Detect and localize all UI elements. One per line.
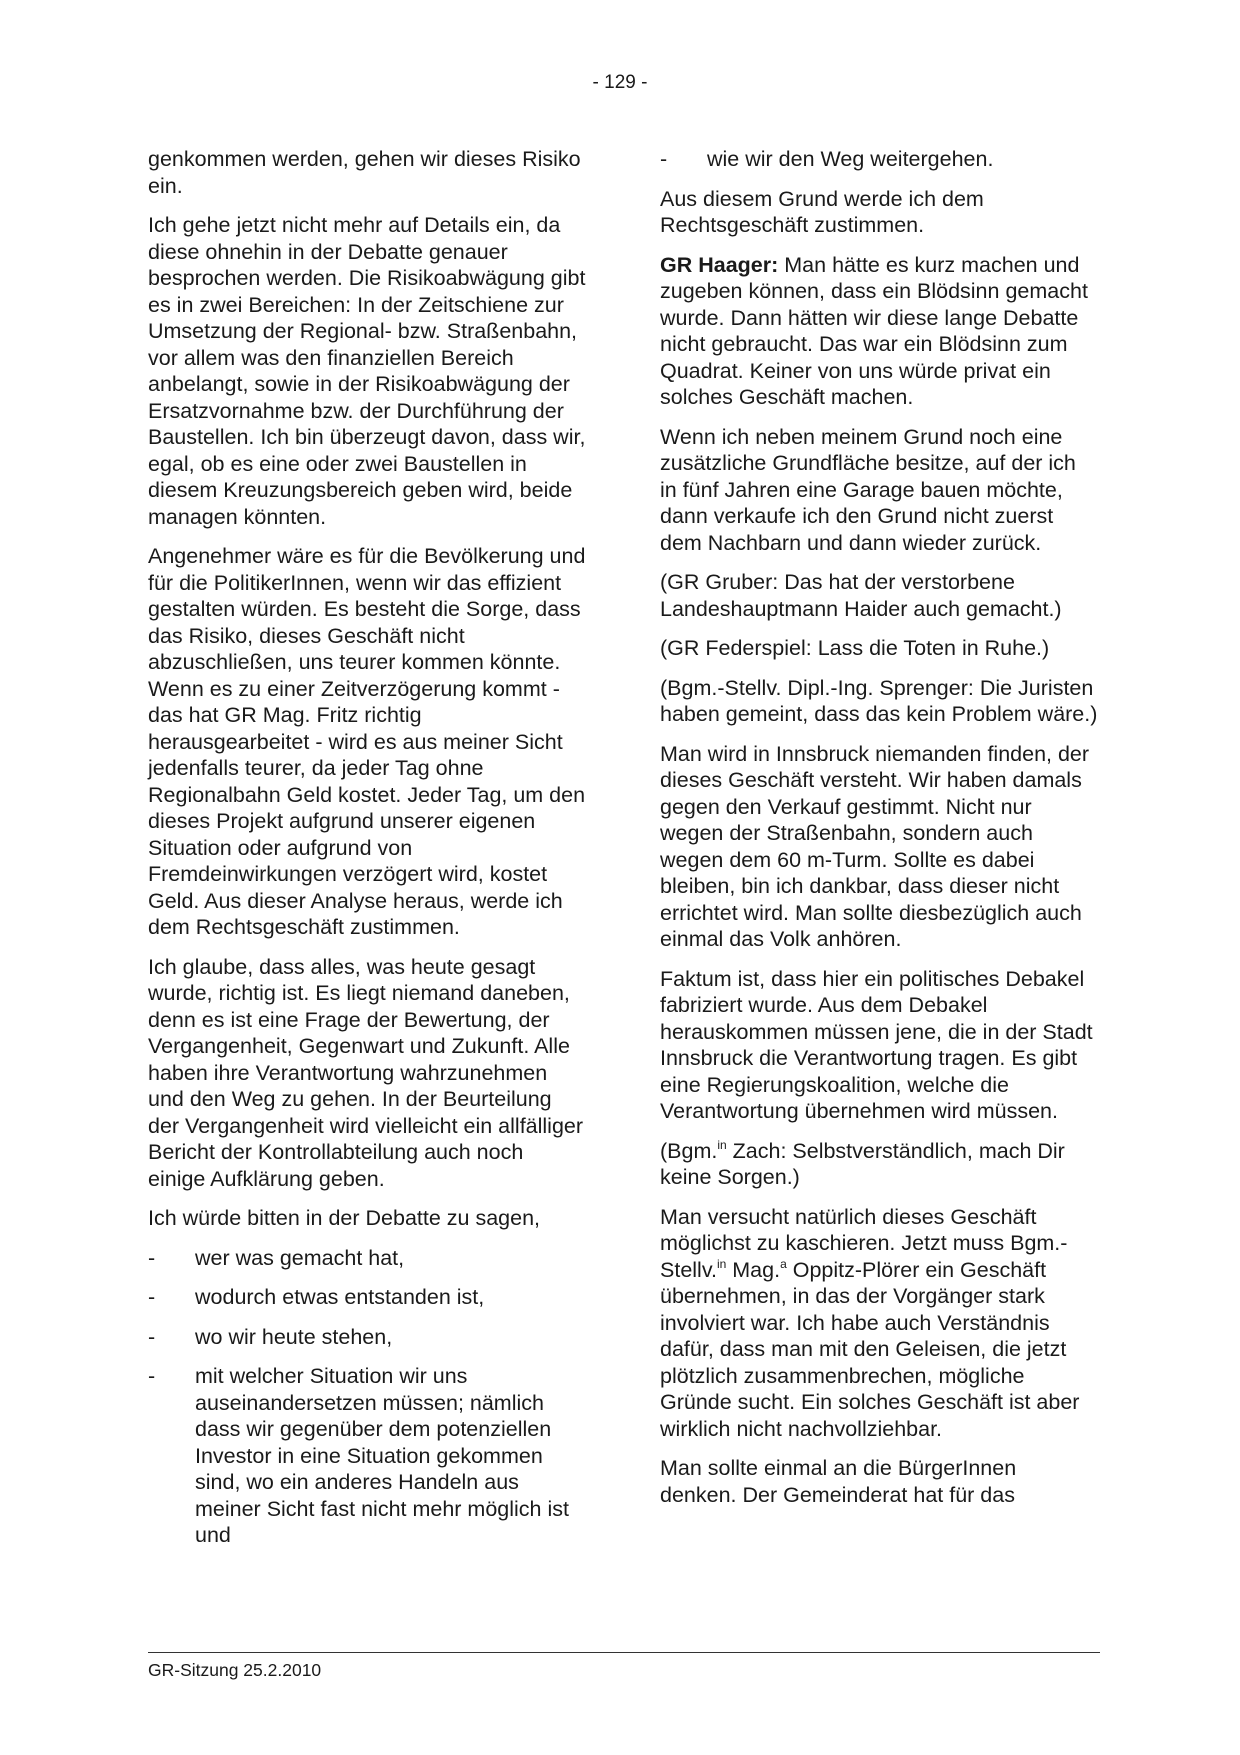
interjection: (GR Federspiel: Lass die Toten in Ruhe.) bbox=[660, 636, 1050, 660]
list-dash: - bbox=[148, 1285, 156, 1309]
speaker-name: GR Haager: bbox=[660, 252, 779, 277]
paragraph: Ich würde bitten in der Debatte zu sagen, bbox=[148, 1206, 541, 1230]
list-item bbox=[148, 1245, 586, 1272]
paragraph: genkommen werden, gehen wir dieses Risiko ein. bbox=[148, 147, 581, 198]
superscript: a bbox=[780, 1256, 787, 1271]
list-item-text: wer was gemacht hat, bbox=[195, 1245, 405, 1270]
paragraph-text: Oppitz-Plörer ein Geschäft übernehmen, in das der Vorgänger stark involviert war. Ich habe auch Verständnis dafür, dass man mit den Geleisen, die jetzt plötzlich zusammenbrechen, mögliche Gründe sucht. Ein solches Geschäft ist aber wirklich nicht nachvollziehbar. bbox=[660, 1257, 1080, 1441]
paragraph bbox=[660, 1204, 1098, 1443]
paragraph: Man sollte einmal an die BürgerInnen denken. Der Gemeinderat hat für das bbox=[660, 1456, 1017, 1507]
right-column bbox=[660, 146, 1098, 1521]
footer: GR-Sitzung 25.2.2010 bbox=[148, 1660, 322, 1680]
list-dash: - bbox=[148, 1364, 156, 1388]
paragraph: Ich gehe jetzt nicht mehr auf Details ein, da diese ohnehin in der Debatte genauer besprochen werden. Die Risikoabwägung gibt es in zwei Bereichen: In der Zeitschiene zur Umsetzung der Regional- bzw. Straßenbahn, vor allem was den finanziellen Bereich anbelangt, sowie in der Risikoabwägung der Ersatzvornahme bzw. der Durchführung der Baustellen. Ich bin überzeugt davon, dass wir, egal, ob es eine oder zwei Baustellen in diesem Kreuzungsbereich geben wird, beide managen könnten. bbox=[148, 213, 586, 529]
list-item bbox=[660, 146, 1098, 173]
speaker-paragraph bbox=[660, 252, 1098, 411]
interjection: (Bgm.-Stellv. Dipl.-Ing. Sprenger: Die Juristen haben gemeint, dass das kein Problem wäre.) bbox=[660, 675, 1098, 726]
list-item-text: wo wir heute stehen, bbox=[195, 1324, 393, 1349]
paragraph: Angenehmer wäre es für die Bevölkerung und für die PolitikerInnen, wenn wir das effizient gestalten würden. Es besteht die Sorge, dass das Risiko, dieses Geschäft nicht abzuschließen, uns teurer kommen könnte. Wenn es zu einer Zeitverzögerung kommt - das hat GR Mag. Fritz richtig herausgearbeitet - wird es aus meiner Sicht jedenfalls teurer, da jeder Tag ohne Regionalbahn Geld kostet. Jeder Tag, um den dieses Projekt aufgrund unserer eigenen Situation oder aufgrund von Fremdeinwirkungen verzögert wird, kostet Geld. Aus dieser Analyse heraus, werde ich dem Rechtsgeschäft zustimmen. bbox=[148, 544, 586, 939]
list-item-text: mit welcher Situation wir uns auseinandersetzen müssen; nämlich dass wir gegenüber dem potenziellen Investor in eine Situation gekommen sind, wo ein anderes Handeln aus meiner Sicht fast nicht mehr möglich ist und bbox=[195, 1364, 569, 1547]
paragraph: Aus diesem Grund werde ich dem Rechtsgeschäft zustimmen. bbox=[660, 186, 984, 237]
list-dash: - bbox=[148, 1324, 156, 1349]
list-item bbox=[148, 1284, 586, 1311]
superscript: in bbox=[716, 1256, 727, 1271]
paragraph: Faktum ist, dass hier ein politisches Debakel fabriziert wurde. Aus dem Debakel herauskommen müssen jene, die in der Stadt Innsbruck die Verantwortung tragen. Es gibt eine Regierungskoalition, welche die Verantwortung übernehmen wird müssen. bbox=[660, 966, 1093, 1123]
paragraph: Ich glaube, dass alles, was heute gesagt wurde, richtig ist. Es liegt niemand daneben, denn es ist eine Frage der Bewertung, der Vergangenheit, Gegenwart und Zukunft. Alle haben ihre Verantwortung wahrzunehmen und den Weg zu gehen. In der Beurteilung der Vergangenheit wird vielleicht ein allfälliger Bericht der Kontrollabteilung auch noch einige Aufklärung geben. bbox=[148, 954, 584, 1191]
list-dash: - bbox=[148, 1245, 156, 1270]
paragraph: Wenn ich neben meinem Grund noch eine zusätzliche Grundfläche besitze, auf der ich in fünf Jahren eine Garage bauen möchte, dann verkaufe ich den Grund nicht zuerst dem Nachbarn und dann wieder zurück. bbox=[660, 424, 1076, 555]
interjection: (GR Gruber: Das hat der verstorbene Landeshauptmann Haider auch gemacht.) bbox=[660, 570, 1062, 621]
interjection-text: (Bgm. bbox=[660, 1138, 718, 1163]
list-item bbox=[148, 1324, 586, 1351]
paragraph-text: Mag. bbox=[726, 1257, 781, 1282]
footer-divider bbox=[148, 1652, 1100, 1653]
speaker-text: Man hätte es kurz machen und zugeben können, dass ein Blödsinn gemacht wurde. Dann hätten wir diese lange Debatte nicht gebraucht. Das war ein Blödsinn zum Quadrat. Keiner von uns würde privat ein solches Geschäft machen. bbox=[660, 252, 1088, 409]
paragraph-text: Man versucht natürlich dieses Geschäft möglichst zu kaschieren. Jetzt muss Bgm.-Stellv. bbox=[660, 1204, 1068, 1282]
list-item bbox=[148, 1363, 586, 1549]
interjection bbox=[660, 1138, 1098, 1191]
list-item-text: wie wir den Weg weitergehen. bbox=[707, 147, 994, 171]
list-dash: - bbox=[660, 147, 668, 171]
page-number: - 129 - bbox=[592, 72, 648, 93]
list-item-text: wodurch etwas entstanden ist, bbox=[195, 1285, 485, 1309]
left-column bbox=[148, 146, 586, 1562]
paragraph: Man wird in Innsbruck niemanden finden, der dieses Geschäft versteht. Wir haben damals gegen den Verkauf gestimmt. Nicht nur wegen der Straßenbahn, sondern auch wegen dem 60 m-Turm. Sollte es dabei bleiben, bin ich dankbar, dass dieser nicht errichtet wird. Man sollte diesbezüglich auch einmal das Volk anhören. bbox=[660, 741, 1090, 951]
interjection-text: Zach: Selbstverständlich, mach Dir keine Sorgen.) bbox=[660, 1138, 1065, 1189]
superscript: in bbox=[717, 1137, 727, 1152]
